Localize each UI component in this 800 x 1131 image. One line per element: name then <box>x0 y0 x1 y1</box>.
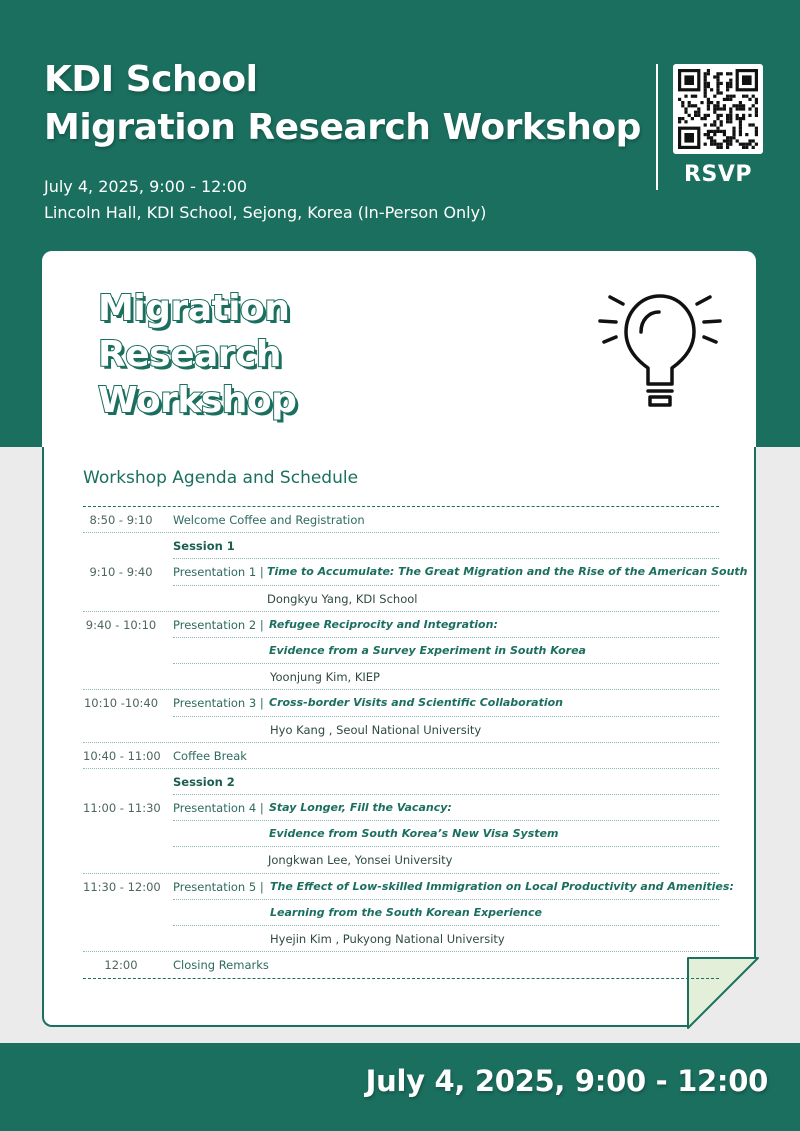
agenda-row <box>83 612 719 638</box>
agenda-label: Presentation 2 | <box>173 617 264 632</box>
agenda-time: 9:10 - 9:40 <box>89 565 153 580</box>
speaker: Hyejin Kim , Pukyong National University <box>270 932 505 946</box>
agenda-row <box>83 664 719 690</box>
agenda-label: Welcome Coffee and Registration <box>173 513 365 527</box>
presentation-title: Stay Longer, Fill the Vacancy: <box>269 801 452 815</box>
header-divider <box>656 64 658 190</box>
agenda-row <box>83 821 719 847</box>
presentation-title: Cross-border Visits and Scientific Collaboration <box>269 696 563 710</box>
agenda-row <box>83 717 719 743</box>
presentation-title: Refugee Reciprocity and Integration: <box>269 617 498 631</box>
agenda-row <box>83 507 719 533</box>
agenda-row <box>83 952 719 978</box>
agenda-label: Coffee Break <box>173 748 247 763</box>
agenda-label: Closing Remarks <box>173 958 269 973</box>
agenda-row <box>83 638 719 664</box>
speaker: Hyo Kang , Seoul National University <box>270 722 482 737</box>
agenda-row <box>83 900 719 926</box>
agenda-table <box>83 506 748 979</box>
footer-date: July 4, 2025, 9:00 - 12:00 <box>365 1064 768 1098</box>
agenda-row <box>83 690 719 716</box>
agenda-row <box>83 847 719 873</box>
event-date-time: July 4, 2025, 9:00 - 12:00 <box>44 177 248 196</box>
page-title-line2: Migration Research Workshop <box>44 107 641 148</box>
agenda-label: Presentation 1 | <box>173 565 264 580</box>
agenda-row <box>83 559 748 585</box>
speaker: Dongkyu Yang, KDI School <box>267 591 418 606</box>
agenda-label: Presentation 5 | <box>173 879 264 894</box>
presentation-title-cont: Learning from the South Korean Experience <box>270 905 542 919</box>
presentation-title-cont: Evidence from a Survey Experiment in South Korea <box>269 643 586 657</box>
lightbulb-icon <box>596 288 724 414</box>
agenda-row <box>83 769 719 795</box>
session-label: Session 1 <box>173 539 235 554</box>
event-info <box>44 174 486 226</box>
agenda-row <box>83 926 719 952</box>
agenda-time: 10:10 -10:40 <box>83 696 159 711</box>
agenda-row <box>83 743 719 769</box>
agenda-label: Presentation 4 | <box>173 801 264 816</box>
speaker: Jongkwan Lee, Yonsei University <box>268 853 453 868</box>
agenda-title: Workshop Agenda and Schedule <box>83 468 359 488</box>
agenda-label: Presentation 3 | <box>173 696 264 711</box>
card-title-line3: Workshop <box>98 380 297 421</box>
page-title-line1: KDI School <box>44 59 258 100</box>
agenda-row <box>83 874 734 900</box>
agenda-row <box>83 795 719 821</box>
agenda-row <box>83 586 719 612</box>
card-title-line1: Migration <box>98 288 290 329</box>
agenda-time: 10:40 - 11:00 <box>83 748 161 763</box>
card-title-line2: Research <box>98 334 281 375</box>
agenda-time: 11:00 - 11:30 <box>83 801 161 816</box>
speaker: Yoonjung Kim, KIEP <box>270 670 380 685</box>
agenda-time: 11:30 - 12:00 <box>83 879 161 894</box>
agenda-row <box>83 533 719 559</box>
page-title <box>44 56 641 152</box>
agenda-time: 8:50 - 9:10 <box>89 513 153 527</box>
presentation-title: Time to Accumulate: The Great Migration and the Rise of the American South <box>267 565 748 579</box>
qr-code-icon[interactable] <box>673 64 763 154</box>
card-title <box>98 286 296 424</box>
session-label: Session 2 <box>173 774 235 789</box>
agenda-time: 9:40 - 10:10 <box>85 617 157 632</box>
presentation-title-cont: Evidence from South Korea’s New Visa System <box>269 827 559 841</box>
agenda-time: 12:00 <box>104 958 138 973</box>
rsvp-label[interactable]: RSVP <box>684 162 752 187</box>
event-venue: Lincoln Hall, KDI School, Sejong, Korea (In-Person Only) <box>44 203 487 222</box>
presentation-title: The Effect of Low-skilled Immigration on Local Productivity and Amenities: <box>270 879 734 893</box>
